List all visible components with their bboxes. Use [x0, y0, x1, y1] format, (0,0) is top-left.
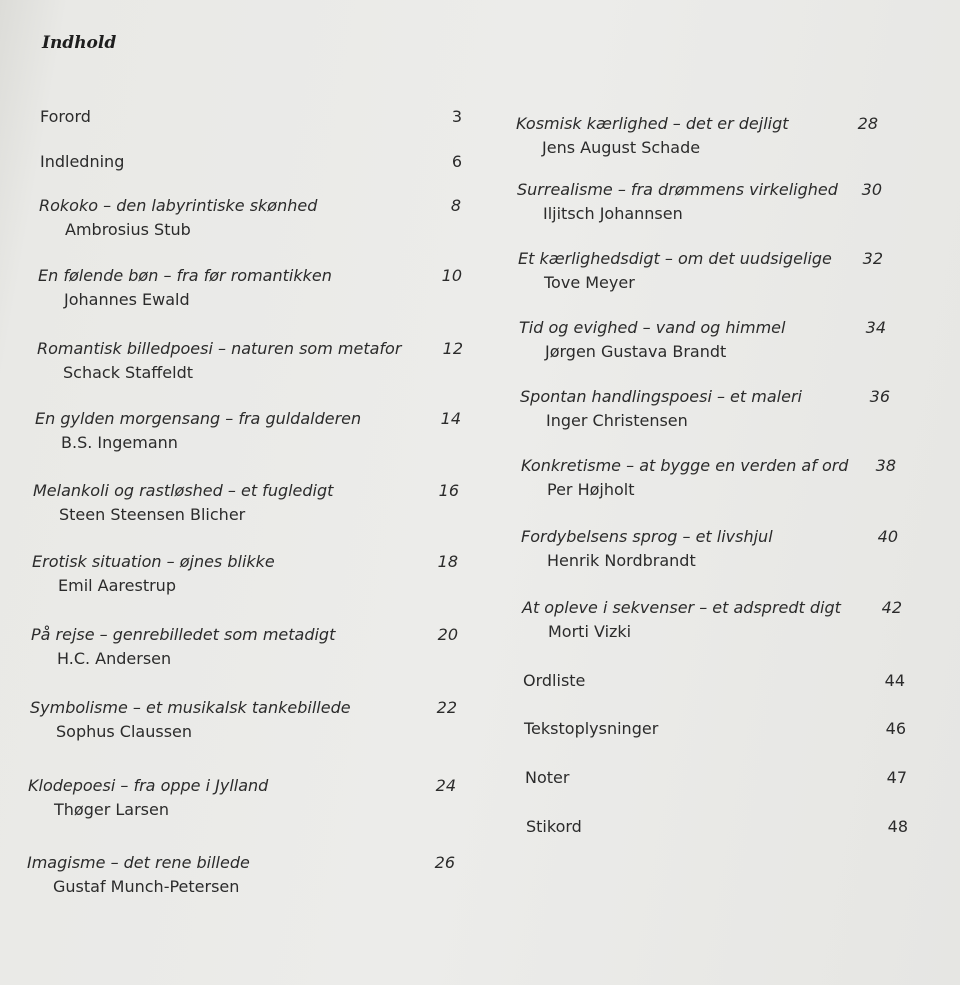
toc-entry-title: Noter [525, 768, 570, 787]
toc-entry-title: Imagisme – det rene billede [27, 853, 250, 872]
toc-entry-page-number: 26 [434, 853, 455, 872]
toc-entry-page-number: 28 [857, 114, 878, 133]
toc-entry-page-number: 42 [881, 598, 902, 617]
toc-heading: Indhold [42, 33, 117, 53]
toc-entry-title: Et kærlighedsdigt – om det uudsigelige [518, 249, 832, 268]
toc-entry-author: Inger Christensen [546, 411, 688, 430]
toc-entry-author: Jørgen Gustava Brandt [545, 342, 727, 361]
toc-entry-page-number: 14 [440, 409, 461, 428]
toc-entry-title: At opleve i sekvenser – et adspredt digt [522, 598, 841, 617]
toc-entry-title: Erotisk situation – øjnes blikke [32, 552, 275, 571]
toc-entry-author: Steen Steensen Blicher [59, 505, 246, 524]
toc-entry-page-number: 22 [436, 698, 457, 717]
toc-entry-title: Tekstoplysninger [524, 719, 659, 738]
toc-entry-title: Spontan handlingspoesi – et maleri [520, 387, 802, 406]
toc-entry-author: Ambrosius Stub [65, 220, 191, 239]
toc-entry-title: Surrealisme – fra drømmens virkelighed [517, 180, 838, 199]
toc-entry-title: Forord [40, 107, 91, 126]
toc-entry-title: Ordliste [523, 671, 586, 690]
toc-entry-title: Symbolisme – et musikalsk tankebillede [30, 698, 351, 717]
toc-entry-author: Per Højholt [547, 480, 635, 499]
toc-entry-page-number: 34 [865, 318, 886, 337]
toc-entry-title: På rejse – genrebilledet som metadigt [31, 625, 336, 644]
toc-entry-author: Tove Meyer [544, 273, 635, 292]
toc-entry-author: Gustaf Munch-Petersen [53, 877, 240, 896]
toc-entry-title: En gylden morgensang – fra guldalderen [35, 409, 362, 428]
toc-entry-page-number: 48 [887, 817, 908, 836]
toc-entry-author: Henrik Nordbrandt [547, 551, 696, 570]
toc-entry-page-number: 18 [437, 552, 458, 571]
toc-entry-title: Konkretisme – at bygge en verden af ord [521, 456, 849, 475]
toc-entry-page-number: 47 [886, 768, 907, 787]
toc-entry-author: Jens August Schade [542, 138, 701, 157]
toc-entry-author: Sophus Claussen [56, 722, 193, 741]
toc-entry-page-number: 44 [884, 671, 905, 690]
toc-entry-page-number: 6 [451, 152, 462, 171]
toc-entry-author: Emil Aarestrup [58, 576, 176, 595]
toc-entry-title: Indledning [40, 152, 125, 171]
toc-entry-title: En følende bøn – fra før romantikken [38, 266, 332, 285]
toc-entry-author: B.S. Ingemann [61, 433, 178, 452]
toc-entry-page-number: 40 [877, 527, 898, 546]
toc-entry-title: Romantisk billedpoesi – naturen som metafor [37, 339, 402, 358]
toc-entry-title: Stikord [526, 817, 582, 836]
toc-entry-page-number: 36 [869, 387, 890, 406]
toc-entry-author: Thøger Larsen [54, 800, 169, 819]
toc-entry-page-number: 46 [885, 719, 906, 738]
toc-entry-author: Iljitsch Johannsen [543, 204, 683, 223]
toc-entry-page-number: 12 [442, 339, 463, 358]
toc-entry-author: Morti Vizki [548, 622, 632, 641]
toc-entry-page-number: 8 [450, 196, 461, 215]
toc-entry-page-number: 10 [441, 266, 462, 285]
toc-entry-title: Kosmisk kærlighed – det er dejligt [516, 114, 789, 133]
toc-entry-title: Klodepoesi – fra oppe i Jylland [28, 776, 269, 795]
toc-entry-author: Schack Staffeldt [63, 363, 194, 382]
toc-entry-page-number: 30 [861, 180, 882, 199]
toc-entry-title: Rokoko – den labyrintiske skønhed [39, 196, 318, 215]
toc-entry-page-number: 3 [451, 107, 462, 126]
toc-entry-page-number: 16 [438, 481, 459, 500]
toc-entry-page-number: 24 [435, 776, 456, 795]
toc-entry-title: Melankoli og rastløshed – et fugledigt [33, 481, 334, 500]
toc-entry-author: H.C. Andersen [57, 649, 172, 668]
toc-entry-page-number: 38 [875, 456, 896, 475]
toc-entry-page-number: 32 [862, 249, 883, 268]
toc-entry-page-number: 20 [437, 625, 458, 644]
toc-entry-title: Fordybelsens sprog – et livshjul [521, 527, 773, 546]
toc-entry-title: Tid og evighed – vand og himmel [519, 318, 786, 337]
toc-entry-author: Johannes Ewald [64, 290, 190, 309]
